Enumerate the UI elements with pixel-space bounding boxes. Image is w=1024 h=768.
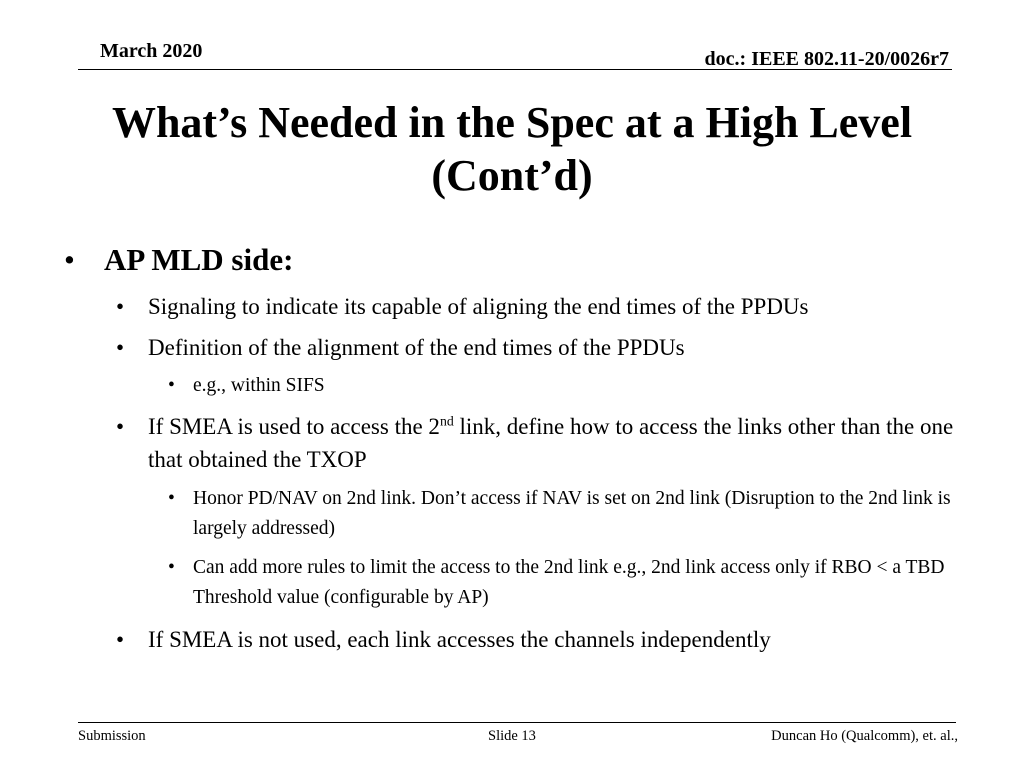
bullet-text-b: link, define how to access the links other than the one that obtained the TXOP [148, 414, 954, 472]
bullet-text: e.g., within SIFS [193, 375, 325, 396]
bullet-dot: • [168, 557, 175, 578]
bullet-text: Can add more rules to limit the access to the 2nd link e.g., 2nd link access only if RBO < a TBD Threshold value (configurable by AP) [193, 557, 945, 608]
header-doc-id: doc.: IEEE 802.11-20/0026r7 [704, 48, 949, 70]
bullet-text: Definition of the alignment of the end times of the PPDUs [148, 335, 685, 360]
sub-bullet-within-sifs [168, 371, 958, 401]
bullet-text: Honor PD/NAV on 2nd link. Don’t access if NAV is set on 2nd link (Disruption to the 2nd link is largely addressed) [193, 488, 951, 539]
bullet-dot: • [116, 414, 125, 439]
bullet-smea-not-used [116, 623, 966, 656]
footer-submission: Submission [78, 728, 146, 744]
bullet-dot: • [64, 242, 75, 277]
footer-rule [78, 722, 956, 723]
bullet-text-a: If SMEA is used to access the 2 [148, 414, 440, 439]
bullet-text: If SMEA is not used, each link accesses the channels independently [148, 627, 771, 652]
bullet-text-sup: nd [439, 413, 454, 429]
bullet-dot: • [116, 627, 125, 652]
bullet-dot: • [168, 375, 175, 396]
slide-title-line2: (Cont’d) [431, 151, 593, 200]
bullet-dot: • [116, 335, 125, 360]
bullet-dot: • [116, 294, 125, 319]
sub-bullet-honor-nav [168, 484, 958, 544]
bullet-dot: • [168, 488, 175, 509]
bullet-text: AP MLD side: [104, 242, 294, 277]
sub-bullet-more-rules [168, 553, 958, 613]
slide-title-line1: What’s Needed in the Spec at a High Level [111, 98, 913, 147]
bullet-definition [116, 331, 966, 364]
bullet-text [148, 410, 966, 476]
header-date: March 2020 [100, 40, 203, 62]
bullet-text: Signaling to indicate its capable of aligning the end times of the PPDUs [148, 294, 809, 319]
bullet-smea-used [116, 410, 966, 476]
footer-author: Duncan Ho (Qualcomm), et. al., [771, 728, 958, 744]
footer-slide-number: Slide 13 [488, 728, 536, 744]
bullet-signaling [116, 290, 966, 323]
